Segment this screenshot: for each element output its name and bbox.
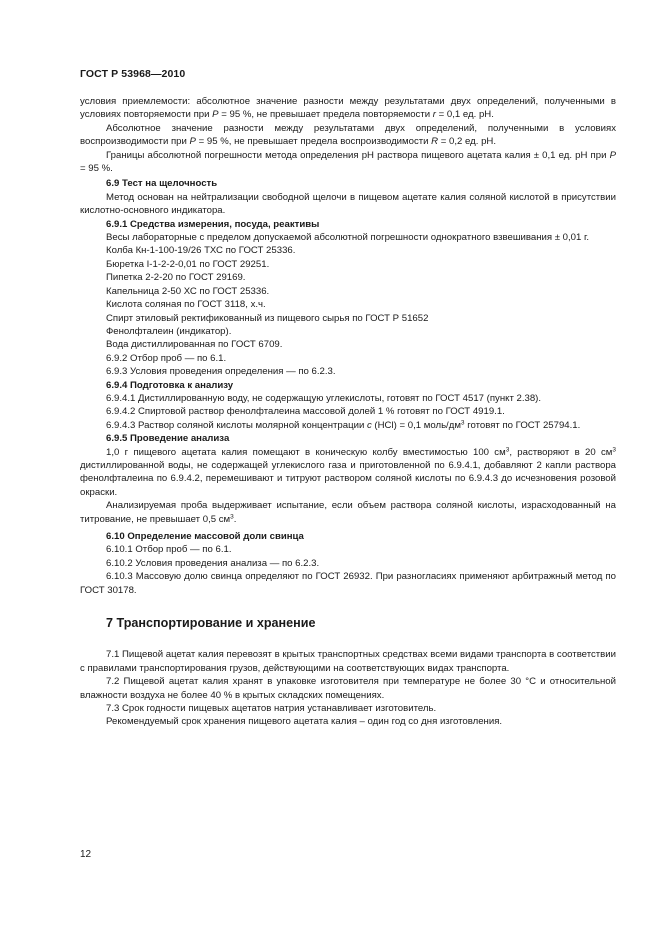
page-number: 12 <box>80 849 92 860</box>
section-7-1: 7.1 Пищевой ацетат калия перевозят в крытых транспортных средствах всеми видами транспорта в соответствии с правилами транспортирования грузов, действующими на соответствующих видах транспорта. <box>80 649 616 674</box>
chapter-7-heading: 7 Транспортирование и хранение <box>106 616 316 631</box>
paragraph-error-bounds: Границы абсолютной погрешности метода определения рН раствора пищевого ацетата калия ± 0,1 ед. рН при P = 95 %. <box>80 149 616 175</box>
list-item: Вода дистиллированная по ГОСТ 6709. <box>106 339 283 351</box>
section-6-10-3: 6.10.3 Массовую долю свинца определяют по ГОСТ 26932. При разногласиях применяют арбитражный метод по ГОСТ 30178. <box>80 571 616 596</box>
list-item: Фенолфталеин (индикатор). <box>106 325 232 337</box>
section-6-10-heading: 6.10 Определение массовой доли свинца <box>106 531 304 542</box>
list-item: Капельница 2-50 ХС по ГОСТ 25336. <box>106 285 270 297</box>
section-6-9-5-acceptance: Анализируемая проба выдерживает испытание, если объем раствора соляной кислоты, израсходованный на титрование, не превышает 0,5 $см^3$. <box>80 500 616 525</box>
section-6-9-3: 6.9.3 Условия проведения определения — по 6.2.3. <box>106 366 336 378</box>
section-6-10-2: 6.10.2 Условия проведения анализа — по 6.2.3. <box>106 557 320 569</box>
document-header: ГОСТ Р 53968—2010 <box>80 68 186 80</box>
section-6-9-heading: 6.9 Тест на щелочность <box>106 178 218 190</box>
section-6-9-5-procedure: 1,0 г пищевого ацетата калия помещают в коническую колбу вместимостью 100 $см^3$, растворяют в 20 $см^3$ дистиллированной воды, не содержащей углекислого газа и приготовленной по 6.9.4.1, добавляют 2 капли раствора фенолфталеина по 6.9.4.2, перемешивают и титруют раствором соляной кислоты по 6.9.4.3 до исчезновения розовой окраски. <box>80 446 616 498</box>
paragraph-reproducibility: Абсолютное значение разности между результатами двух определений, полученными в условиях воспроизводимости при P = 95 %, не превышает предела воспроизводимости R = 0,2 ед. рН. <box>80 122 616 148</box>
list-item: Колба Кн-1-100-19/26 ТХС по ГОСТ 25336. <box>106 245 296 257</box>
document-body <box>80 95 616 729</box>
section-7-3-recommendation: Рекомендуемый срок хранения пищевого ацетата калия – один год со дня изготовления. <box>106 716 503 728</box>
section-7-3: 7.3 Срок годности пищевых ацетатов натрия устанавливает изготовитель. <box>106 703 437 715</box>
section-6-9-1-heading: 6.9.1 Средства измерения, посуда, реактивы <box>106 218 320 230</box>
section-6-9-4-3: 6.9.4.3 Раствор соляной кислоты молярной концентрации c (HCl) = 0,1 моль/$дм^3$ готовят по ГОСТ 25794.1. <box>106 419 581 431</box>
section-6-9-4-2: 6.9.4.2 Спиртовой раствор фенолфталеина массовой долей 1 % готовят по ГОСТ 4919.1. <box>106 406 505 418</box>
section-6-9-4-1: 6.9.4.1 Дистиллированную воду, не содержащую углекислоты, готовят по ГОСТ 4517 (пункт 2.38). <box>106 392 542 404</box>
section-6-9-text: Метод основан на нейтрализации свободной щелочи в пищевом ацетате калия соляной кислотой в присутствии кислотно-основного индикатора. <box>80 191 616 217</box>
list-item: Бюретка I-1-2-2-0,01 по ГОСТ 29251. <box>106 258 270 270</box>
paragraph-repeatability: условия приемлемости: абсолютное значение разности между результатами двух определений, полученными в условиях повторяемости при P = 95 %, не превышает предела повторяемости r = 0,1 ед. рН. <box>80 96 616 121</box>
section-6-9-1-scales: Весы лабораторные с пределом допускаемой абсолютной погрешности однократного взвешивания ± 0,01 г. <box>106 232 589 244</box>
section-7-2: 7.2 Пищевой ацетат калия хранят в упаковке изготовителя при температуре не более 30 °С и относительной влажности воздуха не более 40 % в крытых складских помещениях. <box>80 676 616 701</box>
section-6-9-5-heading: 6.9.5 Проведение анализа <box>106 433 230 445</box>
list-item: Спирт этиловый ректификованный из пищевого сырья по ГОСТ Р 51652 <box>106 312 429 324</box>
list-item: Пипетка 2-2-20 по ГОСТ 29169. <box>106 272 246 284</box>
section-6-9-4-heading: 6.9.4 Подготовка к анализу <box>106 379 234 391</box>
section-6-10-1: 6.10.1 Отбор проб — по 6.1. <box>106 544 232 556</box>
list-item: Кислота соляная по ГОСТ 3118, х.ч. <box>106 299 266 311</box>
section-6-9-2: 6.9.2 Отбор проб — по 6.1. <box>106 352 227 364</box>
